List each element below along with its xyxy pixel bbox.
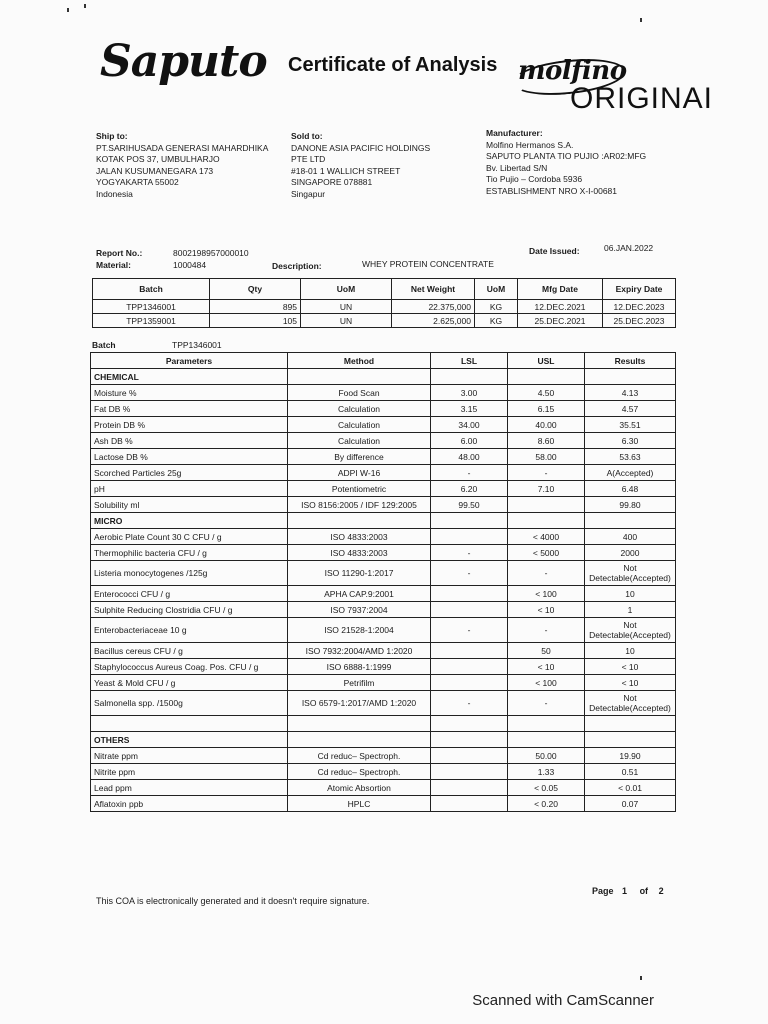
table-row [91,780,676,796]
table-cell: ISO 21528-1:2004 [288,618,431,643]
table-cell: < 100 [508,675,585,691]
manufacturer-label: Manufacturer: [486,128,543,138]
table-cell [288,716,431,732]
table-cell: 2.625,000 [392,314,475,328]
ship-to-line: JALAN KUSUMANEGARA 173 [96,165,214,176]
material-label: Material: [96,260,131,270]
table-cell: < 10 [508,659,585,675]
table-row [91,433,676,449]
table-cell: UN [301,300,392,314]
table-row [91,796,676,812]
table-cell [431,764,508,780]
table-cell: < 4000 [508,529,585,545]
table-row [91,764,676,780]
table-cell [288,369,431,385]
manufacturer-line: ESTABLISHMENT NRO X-I-00681 [486,185,618,196]
table-cell: - [508,691,585,716]
table-cell: 3.00 [431,385,508,401]
report-no-value: 8002198957000010 [173,248,249,258]
table-cell: ISO 4833:2003 [288,545,431,561]
table-row [91,659,676,675]
table-cell: ISO 8156:2005 / IDF 129:2005 [288,497,431,513]
table-row [91,561,676,586]
batch-line-label: Batch [92,340,116,350]
table-cell: Lactose DB % [91,449,288,465]
parameters-table [90,352,676,812]
section-heading: OTHERS [91,732,288,748]
table-row [91,465,676,481]
table-cell: < 10 [585,675,676,691]
table-cell: Nitrite ppm [91,764,288,780]
table-cell: TPP1346001 [93,300,210,314]
table-cell: APHA CAP.9:2001 [288,586,431,602]
table-cell: Solubility ml [91,497,288,513]
section-heading: MICRO [91,513,288,529]
table-cell [508,716,585,732]
table-cell: Bacillus cereus CFU / g [91,643,288,659]
table-cell [431,659,508,675]
table-cell: Calculation [288,433,431,449]
manufacturer-line: Bv. Libertad S/N [486,162,548,173]
table-cell: 10 [585,586,676,602]
table-cell [431,586,508,602]
table-cell: < 0.01 [585,780,676,796]
table-row [91,529,676,545]
table-cell: A(Accepted) [585,465,676,481]
ship-to-line: YOGYAKARTA 55002 [96,177,179,187]
table-cell: 35.51 [585,417,676,433]
page-number: 1 [622,886,628,896]
table-cell: 6.00 [431,433,508,449]
table-cell: KG [475,314,518,328]
table-cell: 25.DEC.2023 [603,314,676,328]
table-cell: Calculation [288,401,431,417]
table-cell: Lead ppm [91,780,288,796]
column-header: Mfg Date [518,279,603,300]
table-cell: Aerobic Plate Count 30 C CFU / g [91,529,288,545]
table-cell: UN [301,314,392,328]
table-cell [508,497,585,513]
table-cell [431,513,508,529]
table-cell: Food Scan [288,385,431,401]
table-cell: TPP1359001 [93,314,210,328]
table-cell: Scorched Particles 25g [91,465,288,481]
table-cell: 53.63 [585,449,676,465]
table-cell: ADPI W-16 [288,465,431,481]
table-cell: 99.80 [585,497,676,513]
table-row [91,385,676,401]
table-cell [91,716,288,732]
table-cell: Cd reduc– Spectroph. [288,764,431,780]
table-cell [585,513,676,529]
column-header: LSL [431,353,508,369]
table-row [91,545,676,561]
ship-to-line: Indonesia [96,188,133,199]
manufacturer-line: Molfino Hermanos S.A. [486,139,574,150]
table-cell [431,643,508,659]
description-value: WHEY PROTEIN CONCENTRATE [362,259,494,269]
table-cell: Cd reduc– Spectroph. [288,748,431,764]
table-cell [508,513,585,529]
sold-to-line: SINGAPORE 078881 [291,177,373,187]
table-cell [585,732,676,748]
table-cell: Fat DB % [91,401,288,417]
table-cell: 7.10 [508,481,585,497]
scanner-watermark: Scanned with CamScanner [472,992,654,1009]
table-cell: 99.50 [431,497,508,513]
table-cell: Enterococci CFU / g [91,586,288,602]
table-cell: ISO 11290-1:2017 [288,561,431,586]
table-cell: Petrifilm [288,675,431,691]
table-cell: Listeria monocytogenes /125g [91,561,288,586]
section-heading: CHEMICAL [91,369,288,385]
table-cell: 1 [585,602,676,618]
page-label: Page [592,886,614,896]
table-cell: 3.15 [431,401,508,417]
table-cell [431,602,508,618]
table-row [93,314,676,328]
table-row [91,643,676,659]
table-row [91,449,676,465]
sold-to-line: DANONE ASIA PACIFIC HOLDINGS [291,142,431,153]
table-cell: Staphylococcus Aureus Coag. Pos. CFU / g [91,659,288,675]
scan-speck [67,8,69,12]
scan-speck [640,976,642,980]
table-cell: Moisture % [91,385,288,401]
table-cell: 50.00 [508,748,585,764]
table-cell: Not Detectable(Accepted) [585,561,676,586]
table-row [91,618,676,643]
sold-to-label: Sold to: [291,131,323,141]
table-cell: < 10 [585,659,676,675]
table-cell: - [431,561,508,586]
table-cell: - [508,465,585,481]
scan-speck [640,18,642,22]
table-cell: Not Detectable(Accepted) [585,691,676,716]
table-cell: < 10 [508,602,585,618]
scan-speck [84,4,86,8]
table-cell: - [508,561,585,586]
table-cell: Yeast & Mold CFU / g [91,675,288,691]
table-cell: 12.DEC.2021 [518,300,603,314]
table-cell [508,732,585,748]
table-cell: Nitrate ppm [91,748,288,764]
of-label: of [639,886,649,896]
table-cell: 6.15 [508,401,585,417]
column-header: Results [585,353,676,369]
table-cell: 2000 [585,545,676,561]
table-row [91,732,676,748]
table-cell: 25.DEC.2021 [518,314,603,328]
table-cell: - [431,691,508,716]
table-cell [431,796,508,812]
column-header: Batch [93,279,210,300]
table-cell: 40.00 [508,417,585,433]
table-cell: 6.48 [585,481,676,497]
table-cell [431,748,508,764]
table-cell: 50 [508,643,585,659]
table-cell: - [431,545,508,561]
table-cell [508,369,585,385]
table-header-row [93,279,676,300]
sold-to-line: #18-01 1 WALLICH STREET [291,165,401,176]
table-cell [585,369,676,385]
table-row [91,748,676,764]
table-cell: Protein DB % [91,417,288,433]
table-cell: < 0.05 [508,780,585,796]
table-cell: Sulphite Reducing Clostridia CFU / g [91,602,288,618]
table-row [91,586,676,602]
table-cell: 1.33 [508,764,585,780]
table-cell: < 5000 [508,545,585,561]
page-title: Certificate of Analysis [288,54,498,76]
table-cell: ISO 6888-1:1999 [288,659,431,675]
table-cell: 4.13 [585,385,676,401]
table-cell: ISO 4833:2003 [288,529,431,545]
table-cell: 6.30 [585,433,676,449]
table-cell: 4.50 [508,385,585,401]
table-cell [288,732,431,748]
table-row [91,369,676,385]
ship-to-line: KOTAK POS 37, UMBULHARJO [96,154,220,164]
table-cell: 4.57 [585,401,676,417]
table-cell: Salmonella spp. /1500g [91,691,288,716]
molfino-logo [512,56,714,115]
table-row [91,497,676,513]
footer-note: This COA is electronically generated and it doesn't require signature. [96,896,370,906]
date-issued-value: 06.JAN.2022 [604,243,654,253]
table-row [91,513,676,529]
table-cell: 58.00 [508,449,585,465]
table-row [91,401,676,417]
saputo-logo: Saputo [100,36,267,87]
table-row [91,716,676,732]
column-header: UoM [475,279,518,300]
description-label: Description: [272,261,322,271]
table-cell: Calculation [288,417,431,433]
manufacturer-line: Tio Pujio – Cordoba 5936 [486,174,583,184]
table-cell: 8.60 [508,433,585,449]
batch-table [92,278,676,328]
table-cell: < 100 [508,586,585,602]
date-issued-label: Date Issued: [529,246,580,256]
sold-to-line: PTE LTD [291,154,326,164]
table-cell: Not Detectable(Accepted) [585,618,676,643]
column-header: Parameters [91,353,288,369]
table-cell: Potentiometric [288,481,431,497]
table-cell: Enterobacteriaceae 10 g [91,618,288,643]
column-header: Method [288,353,431,369]
table-row [91,602,676,618]
page-indicator [592,886,664,896]
table-cell: 0.51 [585,764,676,780]
table-cell [431,529,508,545]
table-cell: 19.90 [585,748,676,764]
ship-to-block [96,131,268,200]
table-cell [431,675,508,691]
table-cell: - [508,618,585,643]
table-cell: 105 [210,314,301,328]
sold-to-line: Singapur [291,188,326,199]
manufacturer-line: SAPUTO PLANTA TIO PUJIO :AR02:MFG [486,151,647,161]
table-cell: ISO 6579-1:2017/AMD 1:2020 [288,691,431,716]
column-header: UoM [301,279,392,300]
table-cell: ISO 7937:2004 [288,602,431,618]
page-total: 2 [658,886,664,896]
table-cell: Thermophilic bacteria CFU / g [91,545,288,561]
table-cell: 34.00 [431,417,508,433]
table-cell [288,513,431,529]
manufacturer-block [486,128,646,197]
column-header: Net Weight [392,279,475,300]
table-cell [431,732,508,748]
table-cell [585,716,676,732]
table-header-row [91,353,676,369]
table-cell: 0.07 [585,796,676,812]
column-header: Qty [210,279,301,300]
table-cell [431,369,508,385]
molfino-original-wordmark: ORIGINAI [570,82,714,115]
table-cell: < 0.20 [508,796,585,812]
table-cell: Atomic Absortion [288,780,431,796]
sold-to-block [291,131,430,200]
table-cell: - [431,618,508,643]
table-cell: 6.20 [431,481,508,497]
table-cell: 48.00 [431,449,508,465]
table-row [91,691,676,716]
table-cell: Aflatoxin ppb [91,796,288,812]
table-cell [431,716,508,732]
table-row [91,417,676,433]
table-cell: By difference [288,449,431,465]
table-cell: ISO 7932:2004/AMD 1:2020 [288,643,431,659]
ship-to-label: Ship to: [96,131,128,141]
table-cell: HPLC [288,796,431,812]
table-cell: - [431,465,508,481]
table-cell: KG [475,300,518,314]
table-cell [431,780,508,796]
table-row [91,675,676,691]
report-no-label: Report No.: [96,248,143,258]
column-header: USL [508,353,585,369]
table-cell: pH [91,481,288,497]
batch-line-value: TPP1346001 [172,340,222,350]
table-cell: 22.375,000 [392,300,475,314]
molfino-wordmark: molfino [518,56,627,86]
table-cell: 10 [585,643,676,659]
ship-to-line: PT.SARIHUSADA GENERASI MAHARDHIKA [96,142,269,153]
material-value: 1000484 [173,260,207,270]
table-cell: 12.DEC.2023 [603,300,676,314]
column-header: Expiry Date [603,279,676,300]
table-cell: 400 [585,529,676,545]
table-cell: Ash DB % [91,433,288,449]
table-row [91,481,676,497]
table-row [93,300,676,314]
table-cell: 895 [210,300,301,314]
